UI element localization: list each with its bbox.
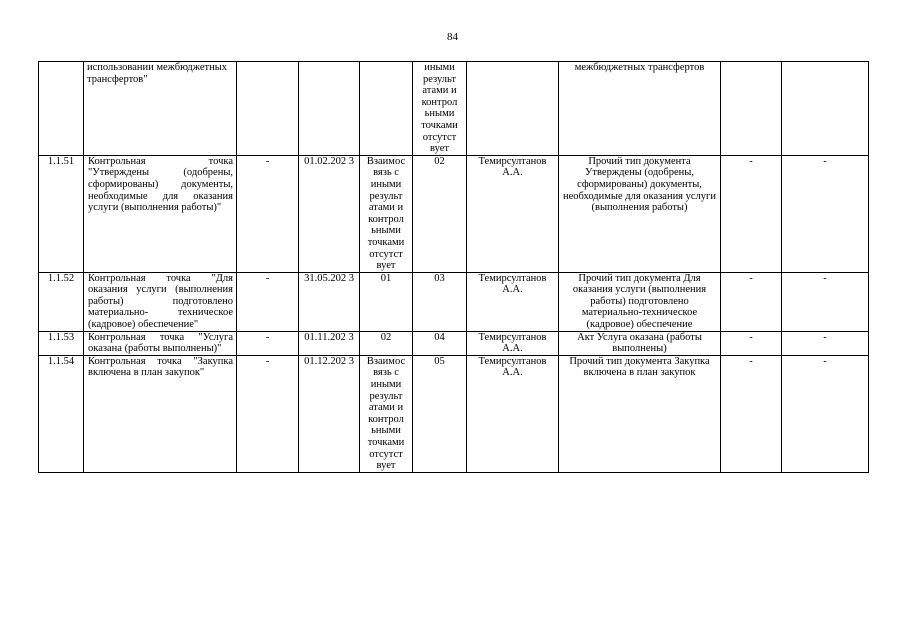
row-document: Акт Услуга оказана (работы выполнены) (559, 331, 721, 355)
row-number: 1.1.52 (39, 272, 84, 331)
row-col3: - (237, 272, 299, 331)
row-name: использовании межбюджетных трансфертов" (84, 62, 237, 156)
row-col10: - (782, 355, 869, 472)
row-col3 (237, 62, 299, 156)
row-person: Темирсултанов А.А. (467, 331, 559, 355)
row-name: Контрольная точка "Для оказания услуги (выполнения работы) подготовлено материально- техническое (кадровое) обеспечение" (84, 272, 237, 331)
row-name: Контрольная точка "Утверждены (одобрены, сформированы) документы, необходимые для оказания услуги (выполнения работы)" (84, 155, 237, 272)
row-person: Темирсултанов А.А. (467, 355, 559, 472)
table-row (39, 331, 869, 355)
row-col3: - (237, 331, 299, 355)
row-document: Прочий тип документа Для оказания услуги (выполнения работы) подготовлено материально-техническое (кадровое) обеспечение (559, 272, 721, 331)
row-col6: иными результ атами и контрол ьными точками отсутст вует (413, 62, 467, 156)
row-number (39, 62, 84, 156)
row-col6: 05 (413, 355, 467, 472)
row-col9: - (721, 331, 782, 355)
row-col10: - (782, 331, 869, 355)
row-relation (360, 62, 413, 156)
row-col3: - (237, 355, 299, 472)
table-row (39, 62, 869, 156)
row-col9: - (721, 155, 782, 272)
row-col10 (782, 62, 869, 156)
row-date: 01.02.202 3 (299, 155, 360, 272)
row-name: Контрольная точка "Закупка включена в план закупок" (84, 355, 237, 472)
row-date: 31.05.202 3 (299, 272, 360, 331)
row-col6: 03 (413, 272, 467, 331)
row-document: межбюджетных трансфертов (559, 62, 721, 156)
table-row (39, 272, 869, 331)
table-row (39, 155, 869, 272)
row-number: 1.1.54 (39, 355, 84, 472)
row-col6: 02 (413, 155, 467, 272)
row-col9 (721, 62, 782, 156)
row-relation: 01 (360, 272, 413, 331)
row-col9: - (721, 355, 782, 472)
row-col10: - (782, 272, 869, 331)
row-number: 1.1.51 (39, 155, 84, 272)
row-person (467, 62, 559, 156)
row-relation: 02 (360, 331, 413, 355)
row-col9: - (721, 272, 782, 331)
control-points-table (38, 61, 869, 473)
row-relation: Взаимос вязь с иными результ атами и контрол ьными точками отсутст вует (360, 155, 413, 272)
row-number: 1.1.53 (39, 331, 84, 355)
table-row (39, 355, 869, 472)
row-date: 01.11.202 3 (299, 331, 360, 355)
row-date (299, 62, 360, 156)
row-relation: Взаимос вязь с иными результ атами и контрол ьными точками отсутст вует (360, 355, 413, 472)
row-person: Темирсултанов А.А. (467, 272, 559, 331)
row-col10: - (782, 155, 869, 272)
row-document: Прочий тип документа Утверждены (одобрены, сформированы) документы, необходимые для оказания услуги (выполнения работы) (559, 155, 721, 272)
row-col6: 04 (413, 331, 467, 355)
row-col3: - (237, 155, 299, 272)
row-date: 01.12.202 3 (299, 355, 360, 472)
page-number: 84 (447, 31, 458, 43)
row-name: Контрольная точка "Услуга оказана (работы выполнены)" (84, 331, 237, 355)
row-document: Прочий тип документа Закупка включена в план закупок (559, 355, 721, 472)
row-person: Темирсултанов А.А. (467, 155, 559, 272)
